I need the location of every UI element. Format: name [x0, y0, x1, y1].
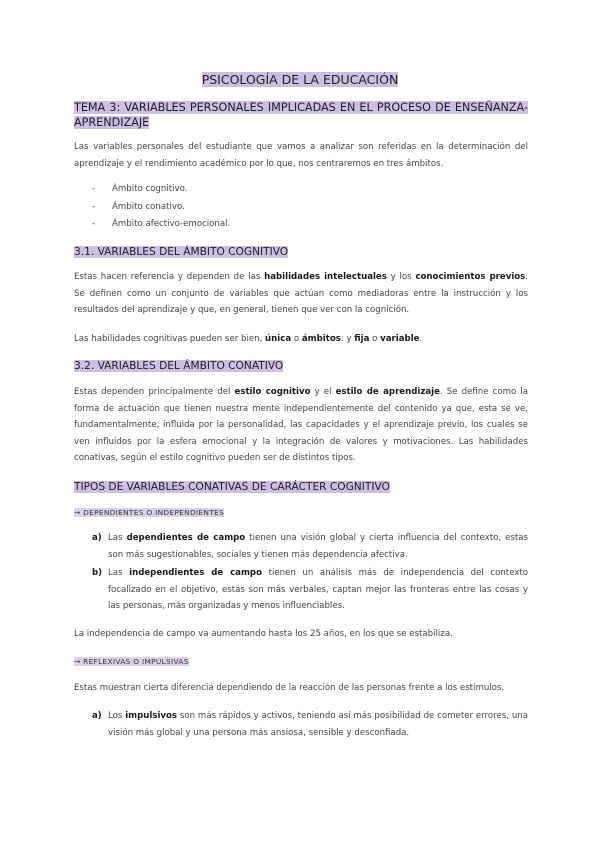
- ambito-item-3: - Ámbito afectivo-emocional.: [92, 219, 231, 229]
- intro-paragraph: Las variables personales del estudiante que vamos a analizar son referidas en la determinación del aprendizaje y el rendimiento académico por lo que, nos centraremos en tres ámbitos.: [74, 142, 528, 169]
- section-heading-conativo: 3.2. VARIABLES DEL ÁMBITO CONATIVO: [74, 360, 284, 372]
- list-item-independientes: b) Las independientes de campo tienen un análisis más de independencia del contexto focalizado en el objetivo, estas son más verbales, captan mejor las fronteras entre las cosas y las personas, más organizadas y menos influenciables.: [92, 568, 529, 612]
- subheading-dependientes: → DEPENDIENTES O INDEPENDIENTES: [74, 508, 224, 517]
- list-item-dependientes: a) Las dependientes de campo tienen una visión global y cierta influencia del contexto, estas son más sugestionables, sociales y tienen más dependencia afectiva.: [92, 533, 528, 560]
- document-title: PSICOLOGÍA DE LA EDUCACIÓN: [201, 72, 399, 87]
- independencia-note: La independencia de campo va aumentando hasta los 25 años, en los que se estabiliza.: [74, 629, 453, 639]
- cognitivo-paragraph-1: Estas hacen referencia y dependen de las habilidades intelectuales y los conocimientos previos. Se definen como un conjunto de variables que actúan como mediadoras entre la instrucción y los resultados del aprendizaje y que, en general, tienen que ver con la cognición.: [74, 272, 529, 316]
- ambito-item-1: - Ámbito cognitivo.: [92, 184, 188, 194]
- subheading-reflexivas: → REFLEXIVAS O IMPULSIVAS: [74, 657, 189, 666]
- tipos-heading: TIPOS DE VARIABLES CONATIVAS DE CARÁCTER COGNITIVO: [74, 481, 390, 493]
- conativo-paragraph: Estas dependen principalmente del estilo cognitivo y el estilo de aprendizaje. Se define como la forma de actuación que tienen nuestra mente independientemente del contenido ya que, esta se ve, fundamentalmente, influida por la personalidad, las capacidades y el aprendizaje previo, los cuales se ven influidos por la esfera emocional y la integración de valores y motivaciones. Las habilidades conativas, según el estilo cognitivo pueden ser de distintos tipos.: [74, 387, 528, 464]
- section-heading-cognitivo: 3.1. VARIABLES DEL ÁMBITO COGNITIVO: [74, 246, 289, 258]
- reflexivas-intro: Estas muestran cierta diferencia dependiendo de la reacción de las personas frente a los estímulos.: [74, 683, 505, 693]
- cognitivo-paragraph-2: Las habilidades cognitivas pueden ser bien, única o ámbitos: y fija o variable.: [74, 334, 423, 344]
- ambito-item-2: - Ámbito conativo.: [92, 202, 185, 212]
- tema-heading: TEMA 3: VARIABLES PERSONALES IMPLICADAS EN EL PROCESO DE ENSEÑANZA-APRENDIZAJE: [74, 101, 528, 129]
- list-item-impulsivos: a) Los impulsivos son más rápidos y activos, teniendo así más posibilidad de cometer errores, una visión más global y una persona más ansiosa, sensible y desconfiada.: [92, 711, 528, 738]
